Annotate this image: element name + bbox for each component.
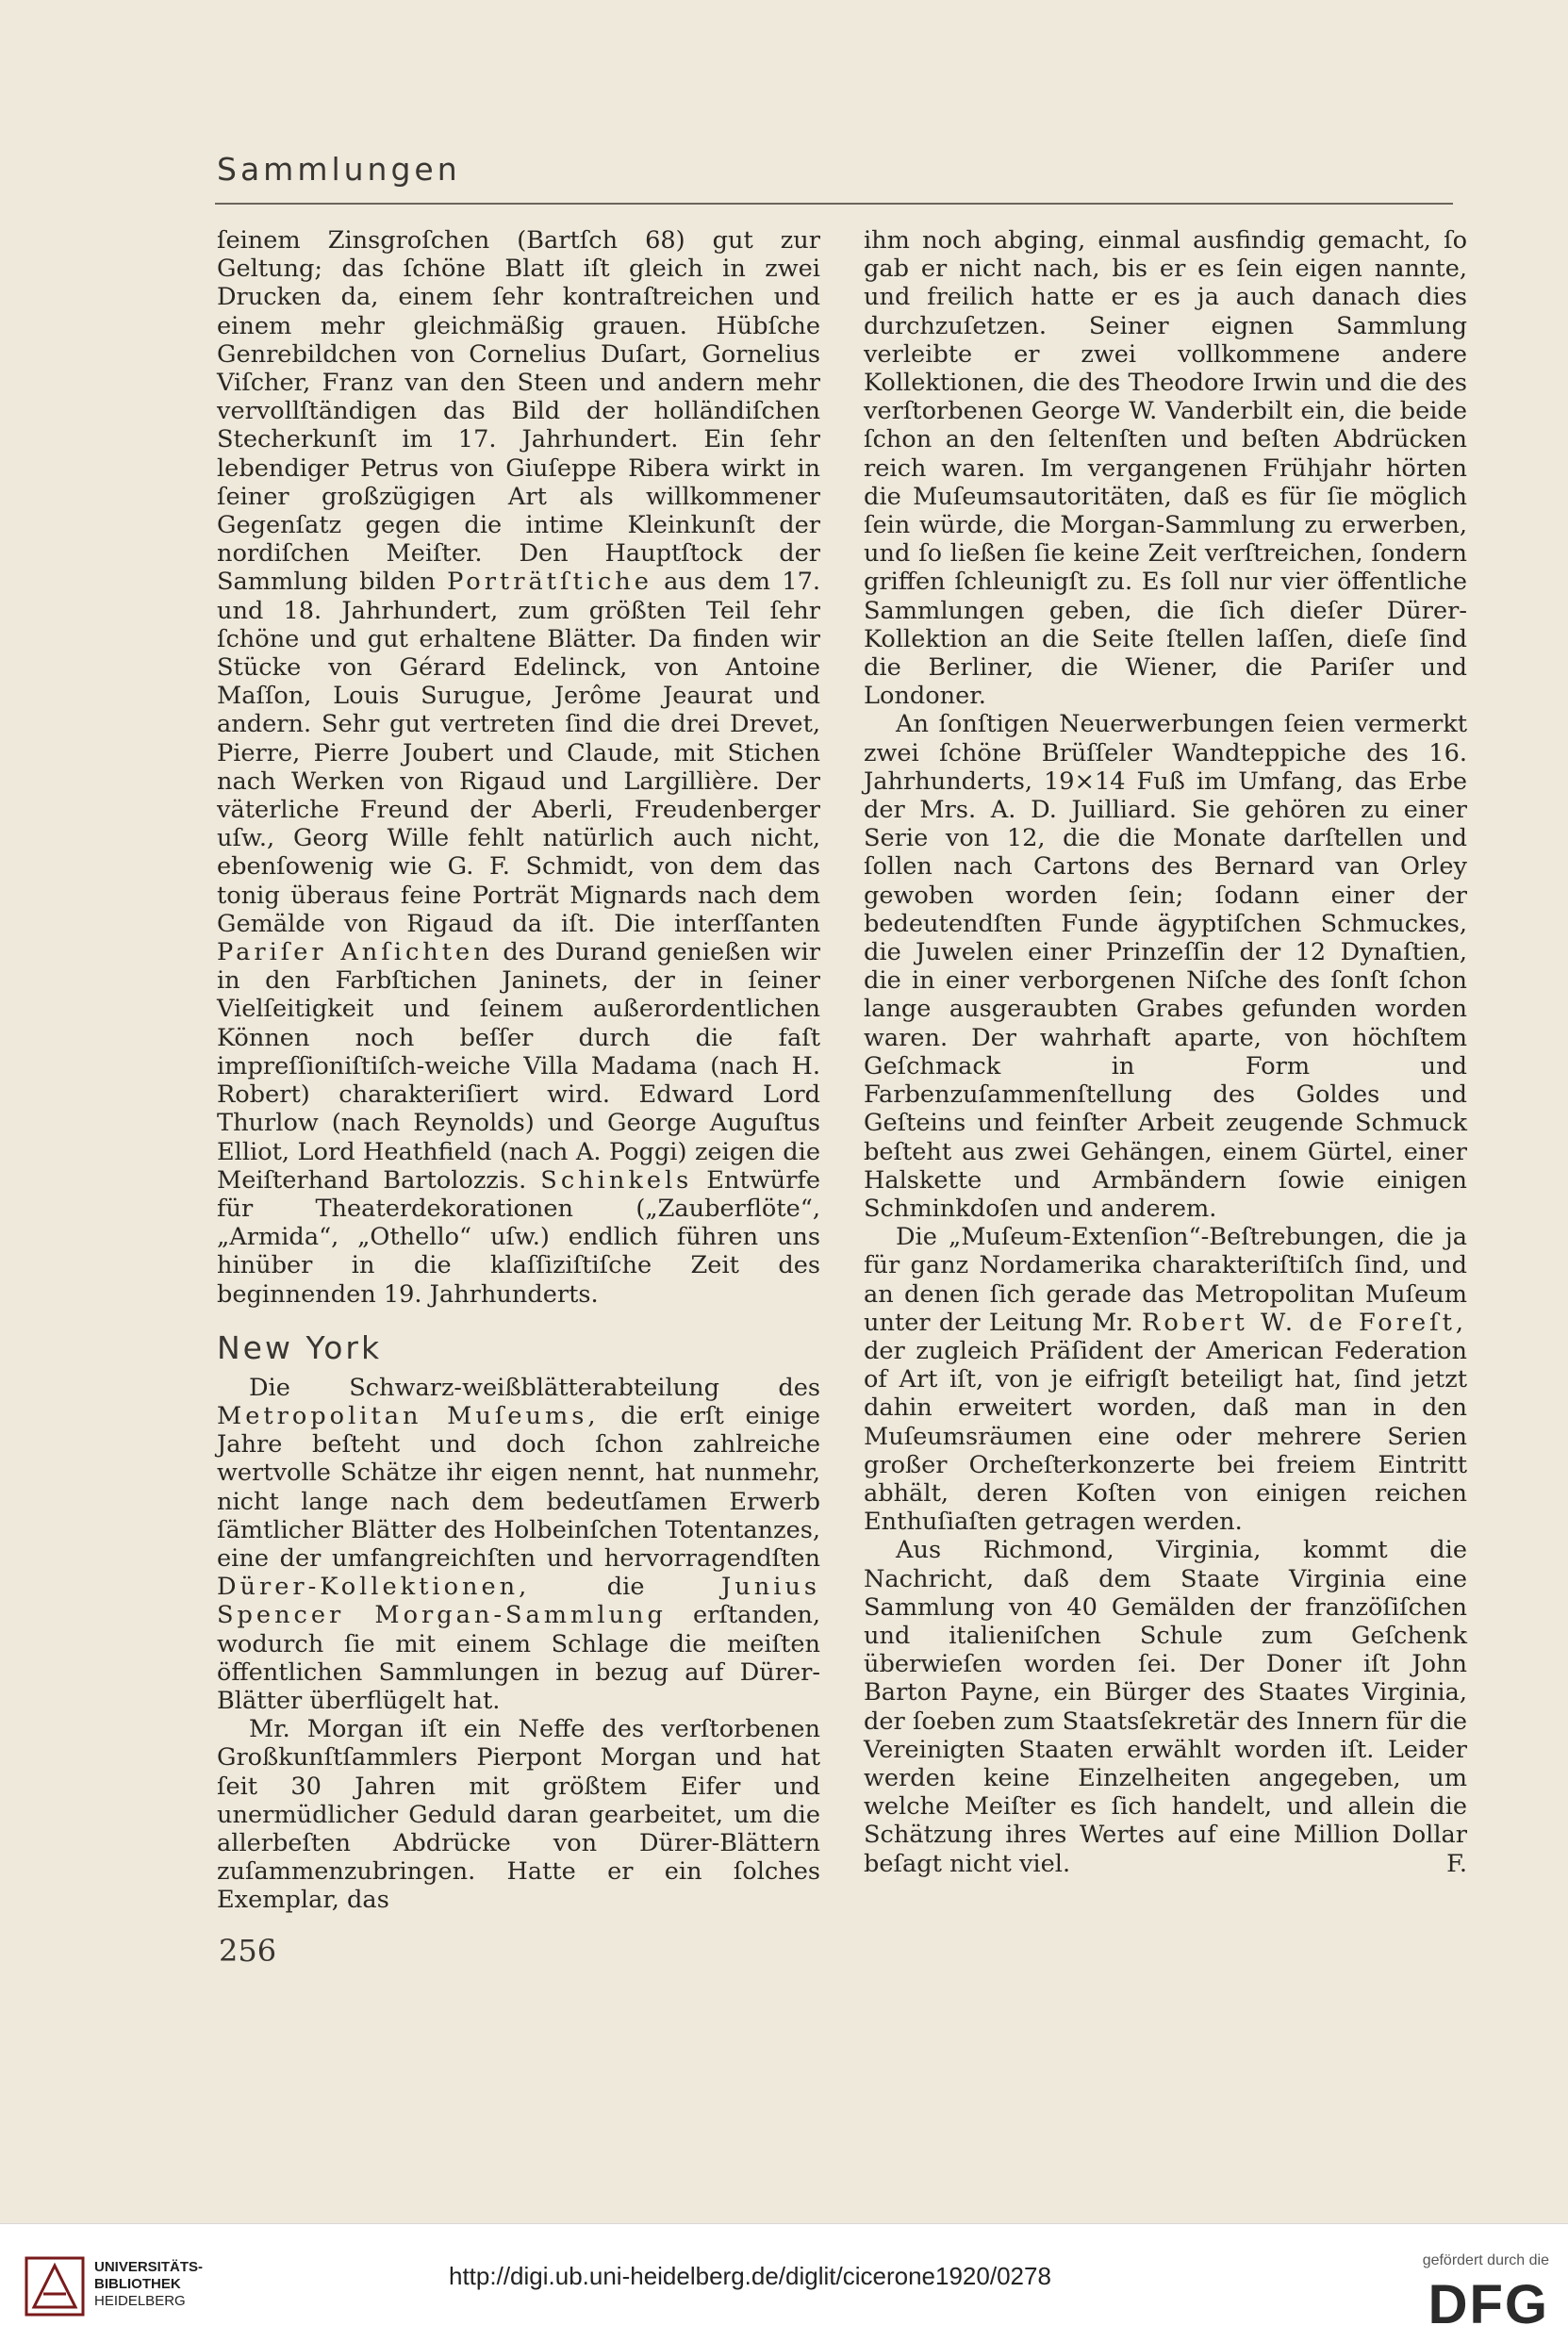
institution-name	[94, 2259, 203, 2310]
left-column	[217, 226, 820, 1915]
permalink[interactable]: http://digi.ub.uni-heidelberg.de/diglit/cicerone1920/0278	[449, 2262, 1051, 2290]
author-signature: F.	[1446, 1849, 1467, 1878]
institution-line: HEIDELBERG	[94, 2293, 186, 2309]
text: Die „Muſeum-Extenſion“-Beſtrebungen, die ja für ganz Nordamerika charakteriſtiſch ſind, und an denen ſich gerade das Metropolitan Muſeum unter der Leitung Mr.	[864, 1223, 1467, 1337]
spaced-text: Robert W. de Foreſt,	[1142, 1308, 1467, 1337]
running-header: Sammlungen	[217, 151, 461, 188]
text: Die Schwarz-weißblätterabteilung des	[249, 1373, 820, 1402]
spaced-text: Metropolitan Muſeums,	[217, 1401, 600, 1430]
institution-line: UNIVERSITÄTS-	[94, 2259, 204, 2275]
institution-line: BIBLIOTHEK	[94, 2276, 181, 2292]
text: des Durand genießen wir in den Farbſtichen Janinets, der in ſeiner Vielſeitigkeit und ſeinem außerordentlichen Können noch beſſer durch die faſt impreſſioniſtiſch-weiche Villa Madama (nach H. Robert) charakteriſiert wird. Edward Lord Thurlow (nach Reynolds) und George Auguſtus Elliot, Lord Heathfield (nach A. Poggi) zeigen die Meiſterhand Bartolozzis.	[217, 938, 820, 1195]
text: Aus Richmond, Virginia, kommt die Nachricht, daß dem Staate Virginia eine Sammlung von 40 Gemälden der franzöſiſchen und italieniſchen Schule zum Geſchenk überwieſen worden ſei. Der Doner iſt John Barton Payne, ein Bürger des Staates Virginia, der ſoeben zum Staatsſekretär des Innern für die Vereinigten Staaten erwählt worden iſt. Leider werden keine Einzelheiten angegeben, um welche Meiſter es ſich handelt, und allein die Schätzung ihres Wertes auf eine Million Dollar beſagt nicht viel.	[864, 1536, 1467, 1878]
header-rule	[215, 203, 1453, 205]
text: der zugleich Präſident der American Federation of Art iſt, von je eifrigſt beteiligt hat, ſind jetzt dahin erweitert worden, daß man in den Muſeumsräumen eine oder mehrere Serien großer Orcheſterkonzerte bei freiem Eintritt abhält, deren Koſten von einigen reichen Enthuſiaſten getragen werden.	[864, 1336, 1467, 1537]
paragraph: ihm noch abging, einmal ausfindig gemacht, ſo gab er nicht nach, bis er es ſein eigen nannte, und freilich hatte er es ja auch danach dies durchzuſetzen. Seiner eignen Sammlung verleibte er zwei vollkommene andere Kollektionen, die des Theodore Irwin und die des verſtorbenen George W. Vanderbilt ein, die beide ſchon an den ſeltenſten und beſten Abdrücken reich waren. Im vergangenen Frühjahr hörten die Muſeumsautoritäten, daß es für ſie möglich ſein würde, die Morgan-Sammlung zu erwerben, und ſo ließen ſie keine Zeit verſtreichen, ſondern griffen ſchleunigſt zu. Es ſoll nur vier öffentliche Sammlungen geben, die ſich dieſer Dürer-Kollektion an die Seite ſtellen laſſen, dieſe ſind die Berliner, die Wiener, die Pariſer und Londoner.	[864, 226, 1467, 711]
paragraph: Mr. Morgan iſt ein Neffe des verſtorbenen Großkunſtſammlers Pierpont Morgan und hat ſeit 30 Jahren mit größtem Eifer und unermüdlicher Geduld daran gearbeitet, um die allerbeſten Abdrücke von Dürer-Blättern zuſammenzubringen. Hatte er ein ſolches Exemplar, das	[217, 1715, 820, 1915]
text: Entwürfe für Theaterdekorationen („Zauberflöte“, „Armida“, „Othello“ uſw.) endlich führen uns hinüber in die klaſſiziſtiſche Zeit des beginnenden 19. Jahrhunderts.	[217, 1165, 820, 1309]
text: erſtanden, wodurch ſie mit einem Schlage die meiſten öffentlichen Sammlungen in bezug auf Dürer-Blätter überflügelt hat.	[217, 1601, 820, 1715]
paragraph	[217, 1374, 820, 1715]
spaced-text: Junius Spencer Morgan-Sammlung	[217, 1573, 821, 1630]
library-seal-icon	[25, 2256, 85, 2317]
spaced-text: Porträtſtiche	[447, 568, 652, 597]
sponsor-caption: gefördert durch die	[1422, 2252, 1549, 2268]
spaced-text: Pariſer Anſichten	[217, 938, 493, 967]
paragraph	[217, 226, 820, 1309]
text: die erſt einige Jahre beſteht und doch ſchon zahlreiche wertvolle Schätze ihr eigen nennt, hat nunmehr, nicht lange nach dem bedeutſamen Erwerb ſämtlicher Blätter des Holbeinſchen Totentanzes, eine der umfangreichſten und hervorragendſten	[217, 1401, 820, 1573]
text: die	[606, 1573, 645, 1602]
spaced-text: Dürer-Kollektionen,	[217, 1573, 531, 1602]
footer-bar	[0, 2223, 1568, 2342]
text: ſeinem Zinsgroſchen (Bartſch 68) gut zur Geltung; das ſchöne Blatt iſt gleich in zwei Drucken da, einem ſehr kontraſtreichen und einem mehr gleichmäßig grauen. Hübſche Genrebildchen von Cornelius Duſart, Gornelius Viſcher, Franz van den Steen und andern mehr vervollſtändigen das Bild der holländiſchen Stecherkunſt im 17. Jahrhundert. Ein ſehr lebendiger Petrus von Giuſeppe Ribera wirkt in ſeiner großzügigen Art als willkommener Gegenſatz gegen die intime Kleinkunſt der nordiſchen Meiſter. Den Hauptſtock der Sammlung bilden	[217, 226, 820, 597]
dfg-logo: DFG	[1428, 2274, 1549, 2335]
section-heading: New York	[217, 1328, 383, 1366]
paragraph: An ſonſtigen Neuerwerbungen ſeien vermerkt zwei ſchöne Brüſſeler Wandteppiche des 16. Jahrhunderts, 19×14 Fuß im Umfang, das Erbe der Mrs. A. D. Juilliard. Sie gehören zu einer Serie von 12, die die Monate darſtellen und ſollen nach Cartons des Bernard van Orley gewoben worden ſein; ſodann einer der bedeutendſten Funde ägyptiſchen Schmuckes, die Juwelen einer Prinzeſſin der 12 Dynaſtien, die in einer verborgenen Niſche des ſonſt ſchon lange ausgeraubten Grabes gefunden worden waren. Der wahrhaft aparte, von höchſtem Geſchmack in Form und Farbenzuſammenſtellung des Goldes und Geſteins und feinſter Arbeit zeugende Schmuck beſteht aus zwei Gehängen, einem Gürtel, einer Halskette und Armbändern ſowie einigen Schminkdoſen und anderem.	[864, 710, 1467, 1223]
text: aus dem 17. und 18. Jahrhundert, zum größten Teil ſehr ſchöne und gut erhaltene Blätter. Da finden wir Stücke von Gérard Edelinck, von Antoine Maſſon, Louis Surugue, Jerôme Jeaurat und andern. Sehr gut vertreten ſind die drei Drevet, Pierre, Pierre Joubert und Claude, mit Stichen nach Werken von Rigaud und Largillière. Der väterliche Freund der Aberli, Freudenberger uſw., Georg Wille fehlt natürlich auch nicht, ebenſowenig wie G. F. Schmidt, von dem das tonig überaus feine Porträt Mignards nach dem Gemälde von Rigaud da iſt. Die interſſanten	[217, 568, 820, 938]
spaced-text: Schinkels	[540, 1165, 693, 1195]
page-number: 256	[219, 1933, 277, 1969]
right-column	[864, 226, 1467, 1878]
paragraph	[864, 1223, 1467, 1536]
paragraph	[864, 1536, 1467, 1877]
